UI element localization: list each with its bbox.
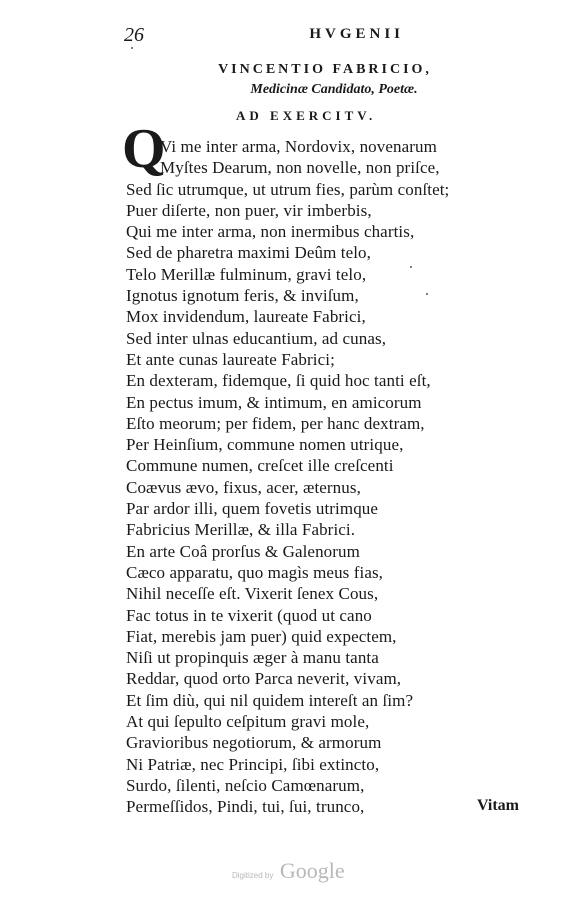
- verse-line: En pectus imum, & intimum, en amicorum: [126, 392, 422, 412]
- verse-line: Fac totus in te vixerit (quod ut cano: [126, 605, 372, 625]
- verse-line: Sed ſic utrumque, ut utrum fies, parùm conſtet;: [126, 179, 450, 199]
- verse-line: Et ſim diù, qui nil quidem intereſt an ſim?: [126, 690, 414, 710]
- verse-line: Fiat, merebis jam puer) quid expectem,: [126, 626, 397, 646]
- verse-line: Par ardor illi, quem fovetis utrimque: [126, 499, 379, 519]
- watermark-brand: Google: [279, 858, 345, 883]
- verse-line: Fabricius Merillæ, & illa Fabrici.: [126, 520, 356, 540]
- verse-line: Niſi ut propinquis æger à manu tanta: [126, 648, 379, 668]
- verse-line: En arte Coâ prorſus & Galenorum: [126, 541, 360, 561]
- verse-line: Commune numen, creſcet ille creſcenti: [126, 456, 394, 476]
- verse-line: Et ante cunas laureate Fabrici;: [126, 349, 335, 369]
- verse-line: Coævus ævo, fixus, acer, æternus,: [126, 477, 361, 497]
- verse-line: Reddar, quod orto Parca neverit, vivam,: [126, 669, 402, 689]
- verse-line: Myſtes Dearum, non novelle, non priſce,: [160, 158, 440, 178]
- verse-line: Telo Merillæ fulminum, gravi telo,: [126, 264, 367, 284]
- catchword: Vitam: [476, 797, 519, 814]
- watermark-prefix: Digitized by: [232, 871, 274, 880]
- drop-cap: Q: [122, 118, 166, 180]
- verse-line: Permeſſidos, Pindi, tui, ſui, trunco,: [126, 797, 365, 817]
- verse-line: Per Heinſium, commune nomen utrique,: [126, 435, 404, 455]
- ink-speck: [131, 47, 133, 49]
- verse-line: Gravioribus negotiorum, & armorum: [126, 733, 382, 753]
- verse-line: Puer diſerte, non puer, vir imberbis,: [126, 200, 372, 220]
- verse-line: Vi me inter arma, Nordovix, novenarum: [160, 137, 437, 156]
- running-title: HVGENII: [309, 26, 404, 42]
- dedication: [200, 62, 450, 98]
- poem-body: [126, 136, 526, 818]
- verse-line: Mox invidendum, laureate Fabrici,: [126, 307, 366, 327]
- verse-line: Eſto meorum; per fidem, per hanc dextram,: [126, 413, 425, 433]
- verse-line: Qui me inter arma, non inermibus chartis,: [126, 222, 415, 242]
- verse-line: Ignotus ignotum feris, & inviſum,: [126, 286, 359, 306]
- digitization-watermark: [232, 858, 345, 884]
- verse-line: En dexteram, fidemque, ſi quid hoc tanti eſt,: [126, 371, 431, 391]
- verse-line: Sed inter ulnas educantium, ad cunas,: [126, 328, 387, 348]
- verse-line: Nihil neceſſe eſt. Vixerit ſenex Cous,: [126, 584, 379, 604]
- verse-line: Cæco apparatu, quo magìs meus fias,: [126, 562, 384, 582]
- dedicatee-role: Medicinæ Candidato, Poetæ.: [250, 82, 418, 97]
- verse-line: Sed de pharetra maximi Deûm telo,: [126, 243, 372, 263]
- verse-line: Ni Patriæ, nec Principi, ſibi extincto,: [126, 754, 380, 774]
- page-number: 26: [124, 24, 144, 46]
- verse-line: Surdo, ſilenti, neſcio Camœnarum,: [126, 775, 365, 795]
- verse-line: At qui ſepulto ceſpitum gravi mole,: [126, 712, 370, 732]
- dedicatee-name: VINCENTIO FABRICIO,: [218, 62, 432, 77]
- poem-title: AD EXERCITV.: [236, 108, 377, 123]
- page-header: [124, 24, 404, 46]
